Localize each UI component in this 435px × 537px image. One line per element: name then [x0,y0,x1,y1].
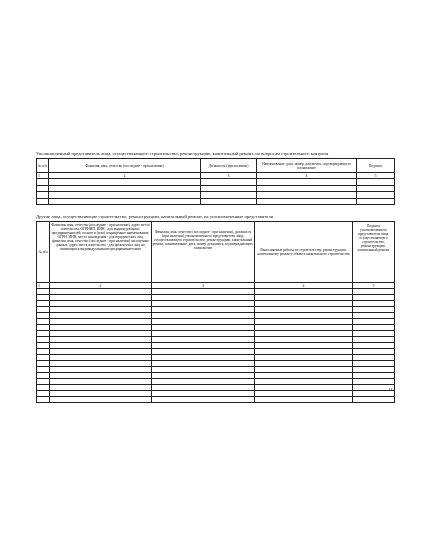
section2-empty-cell [353,397,395,403]
section2-header-cell: № п/п [37,222,50,283]
section1-table [36,158,395,205]
section2-number-cell: 2 [50,283,152,289]
section1-empty-cell [201,185,257,192]
section1-empty-cell [201,198,257,205]
section1-empty-row [37,179,395,186]
section2-header-cell: Подпись уполномоченного представителя лица, осуществляющего строительство, реконструкцию, капитальный ремонт [353,222,395,283]
section1-empty-cell [257,185,357,192]
section1-number-cell: 5 [357,173,395,179]
section1-empty-cell [49,185,201,192]
section2-header-cell: Фамилия, имя, отчество (последнее - при наличии), адрес места жительства, ОГРНИП, ИНН - для индивидуальных предпринимателей, полное и (или) сокращенное наименование, ОГРН, ИНН, место нахождения - для юридических лиц, фамилия, имя, отчество (последнее - при наличии) паспортные данные, адрес места жительства - для физических лиц, не являющихся индивидуальными предпринимателями [50,222,152,283]
section1-empty-row [37,192,395,199]
section2-header-cell: Выполняемые работы по строительству, реконструкции, капитальному ремонту объекта капитального строительства [255,222,353,283]
section1-empty-cell [49,179,201,186]
section1-header-cell: Подпись [357,159,395,173]
section1-empty-cell [357,198,395,205]
section2-empty-cell [255,397,353,403]
section1-caption: Уполномоченный представитель лица, осуществляющего строительство, реконструкцию, капитальный ремонт, по вопросам строительного контроля [36,151,329,156]
section1-header-cell: Фамилия, имя, отчество (последнее - при наличии) [49,159,201,173]
section1-header-row [37,159,395,173]
section2-empty-cell [50,397,152,403]
section1-number-cell: 2 [49,173,201,179]
section1-empty-row [37,185,395,192]
section2-number-cell: 4 [255,283,353,289]
section1-empty-cell [37,179,49,186]
section1-empty-cell [49,192,201,199]
section1-empty-cell [201,192,257,199]
section1-empty-cell [257,192,357,199]
section2-empty-cell [152,397,255,403]
section2-table [36,221,395,403]
section1-empty-cell [37,198,49,205]
section1-empty-cell [357,179,395,186]
section1-empty-row [37,198,395,205]
section1-number-cell: 1 [37,173,49,179]
section1-empty-cell [257,198,357,205]
section2-empty-cell [37,397,50,403]
section2-caption: Другие лица, осуществляющие строительство, реконструкцию, капитальный ремонт, их уполномоченные представители [36,214,274,219]
section1-empty-cell [357,192,395,199]
section1-empty-cell [49,198,201,205]
section1-empty-cell [37,192,49,199]
section2-number-cell: 3 [152,283,255,289]
page-number: 11 [388,387,393,392]
section1-empty-cell [257,179,357,186]
section1-empty-cell [201,179,257,186]
section1-empty-cell [357,185,395,192]
section2-header-row [37,222,395,283]
section2-empty-row [37,397,395,403]
section2-header-cell: Фамилия, имя, отчество (последнее - при наличии), должность (при наличии) уполномоченного представителя лица, осуществляющего строительство, реконструкцию, капитальный ремонт, наименование, дата, номер документа, подтверждающего полномочие [152,222,255,283]
section1-header-cell: Должность (при наличии) [201,159,257,173]
section1-empty-cell [37,185,49,192]
section1-header-cell: № п/п [37,159,49,173]
section2-number-cell: 1 [37,283,50,289]
section1-number-cell: 4 [257,173,357,179]
section1-header-cell: Наименование, дата, номер документа, подтверждающего полномочие [257,159,357,173]
section2-number-cell: 5 [353,283,395,289]
section1-number-cell: 3 [201,173,257,179]
